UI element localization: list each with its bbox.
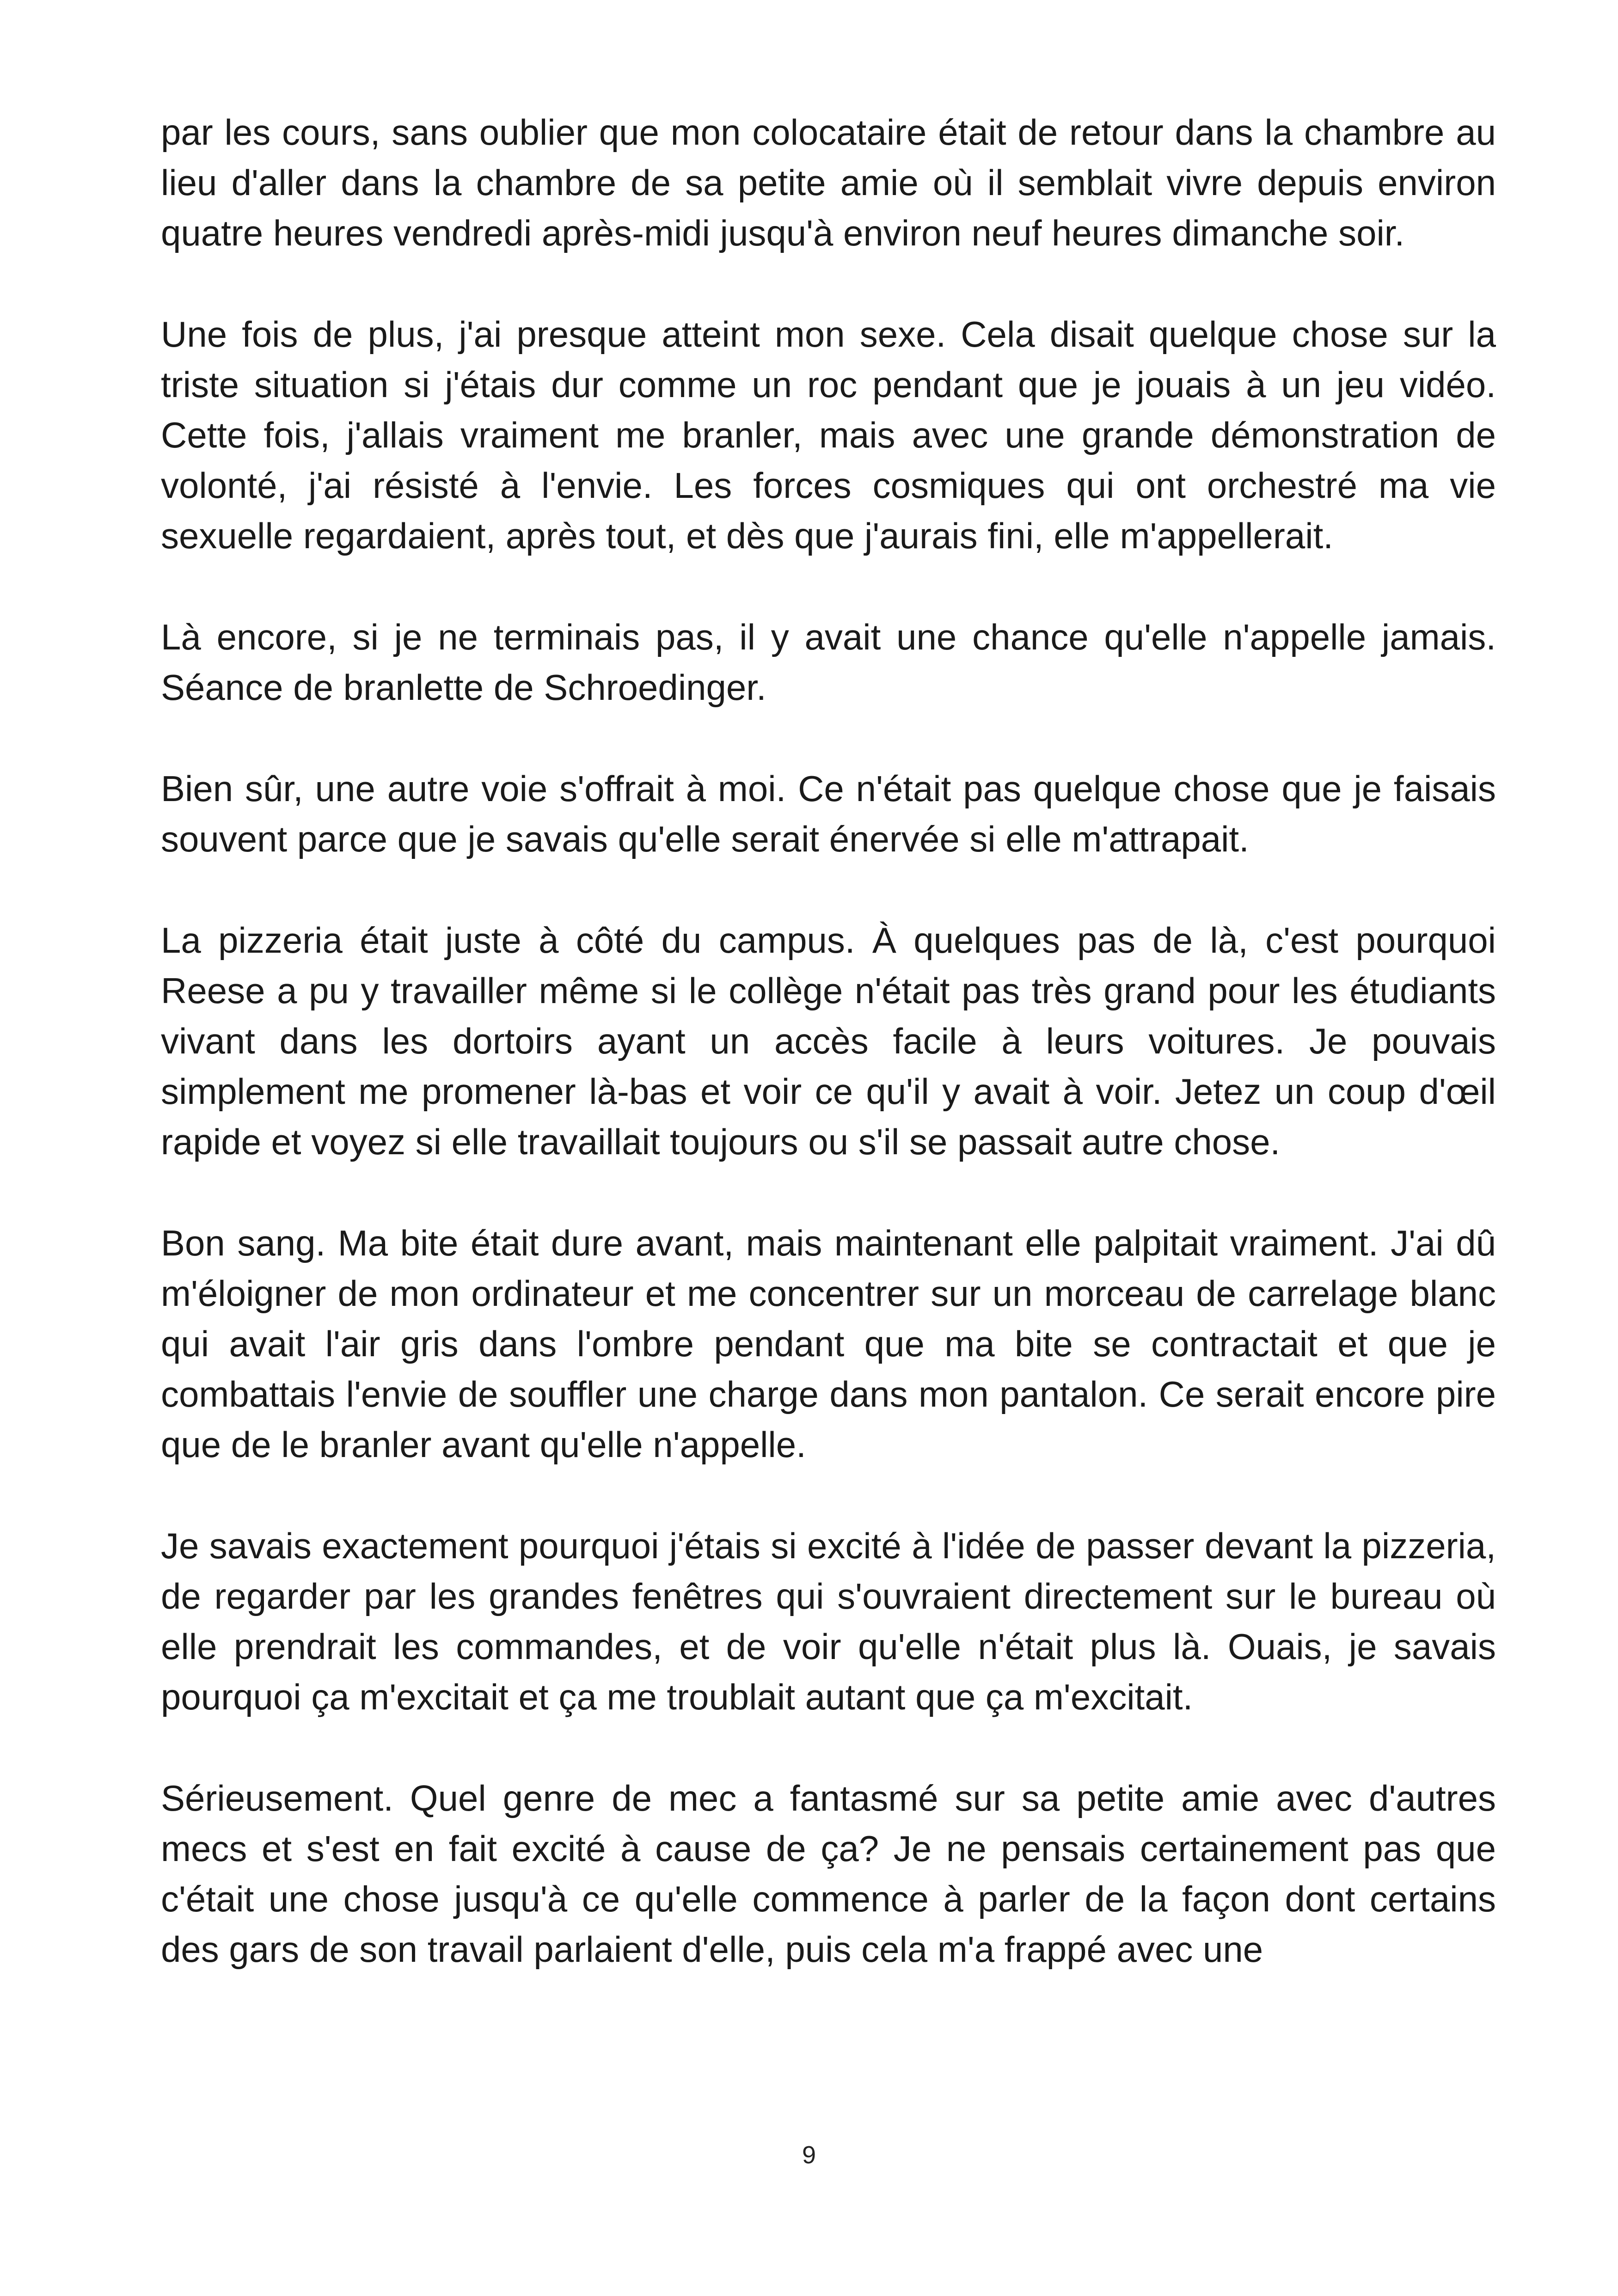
paragraph-2: Une fois de plus, j'ai presque atteint mon sexe. Cela disait quelque chose sur la triste situation si j'étais dur comme un roc pendant que je jouais à un jeu vidéo. Cette fois, j'allais vraiment me branler, mais avec une grande démonstration de volonté, j'ai résisté à l'envie. Les forces cosmiques qui ont orchestré ma vie sexuelle regardaient, après tout, et dès que j'aurais fini, elle m'appellerait. [161, 314, 1496, 556]
paragraph-4: Bien sûr, une autre voie s'offrait à moi. Ce n'était pas quelque chose que je faisais souvent parce que je savais qu'elle serait énervée si elle m'attrapait. [161, 768, 1496, 859]
body-text [161, 107, 1496, 2026]
page-number: 9 [802, 2141, 816, 2169]
paragraph-6: Bon sang. Ma bite était dure avant, mais maintenant elle palpitait vraiment. J'ai dû m'éloigner de mon ordinateur et me concentrer sur un morceau de carrelage blanc qui avait l'air gris dans l'ombre pendant que ma bite se contractait et que je combattais l'envie de souffler une charge dans mon pantalon. Ce serait encore pire que de le branler avant qu'elle n'appelle. [161, 1223, 1496, 1465]
paragraph-1: par les cours, sans oublier que mon colocataire était de retour dans la chambre au lieu d'aller dans la chambre de sa petite amie où il semblait vivre depuis environ quatre heures vendredi après-midi jusqu'à environ neuf heures dimanche soir. [161, 112, 1496, 253]
paragraph-8: Sérieusement. Quel genre de mec a fantasmé sur sa petite amie avec d'autres mecs et s'est en fait excité à cause de ça? Je ne pensais certainement pas que c'était une chose jusqu'à ce qu'elle commence à parler de la façon dont certains des gars de son travail parlaient d'elle, puis cela m'a frappé avec une [161, 1778, 1496, 1970]
paragraph-7: Je savais exactement pourquoi j'étais si excité à l'idée de passer devant la pizzeria, de regarder par les grandes fenêtres qui s'ouvraient directement sur le bureau où elle prendrait les commandes, et de voir qu'elle n'était plus là. Ouais, je savais pourquoi ça m'excitait et ça me troublait autant que ça m'excitait. [161, 1525, 1496, 1717]
paragraph-3: Là encore, si je ne terminais pas, il y avait une chance qu'elle n'appelle jamais. Séance de branlette de Schroedinger. [161, 617, 1496, 708]
paragraph-5: La pizzeria était juste à côté du campus. À quelques pas de là, c'est pourquoi Reese a pu y travailler même si le collège n'était pas très grand pour les étudiants vivant dans les dortoirs ayant un accès facile à leurs voitures. Je pouvais simplement me promener là-bas et voir ce qu'il y avait à voir. Jetez un coup d'œil rapide et voyez si elle travaillait toujours ou s'il se passait autre chose. [161, 920, 1496, 1162]
